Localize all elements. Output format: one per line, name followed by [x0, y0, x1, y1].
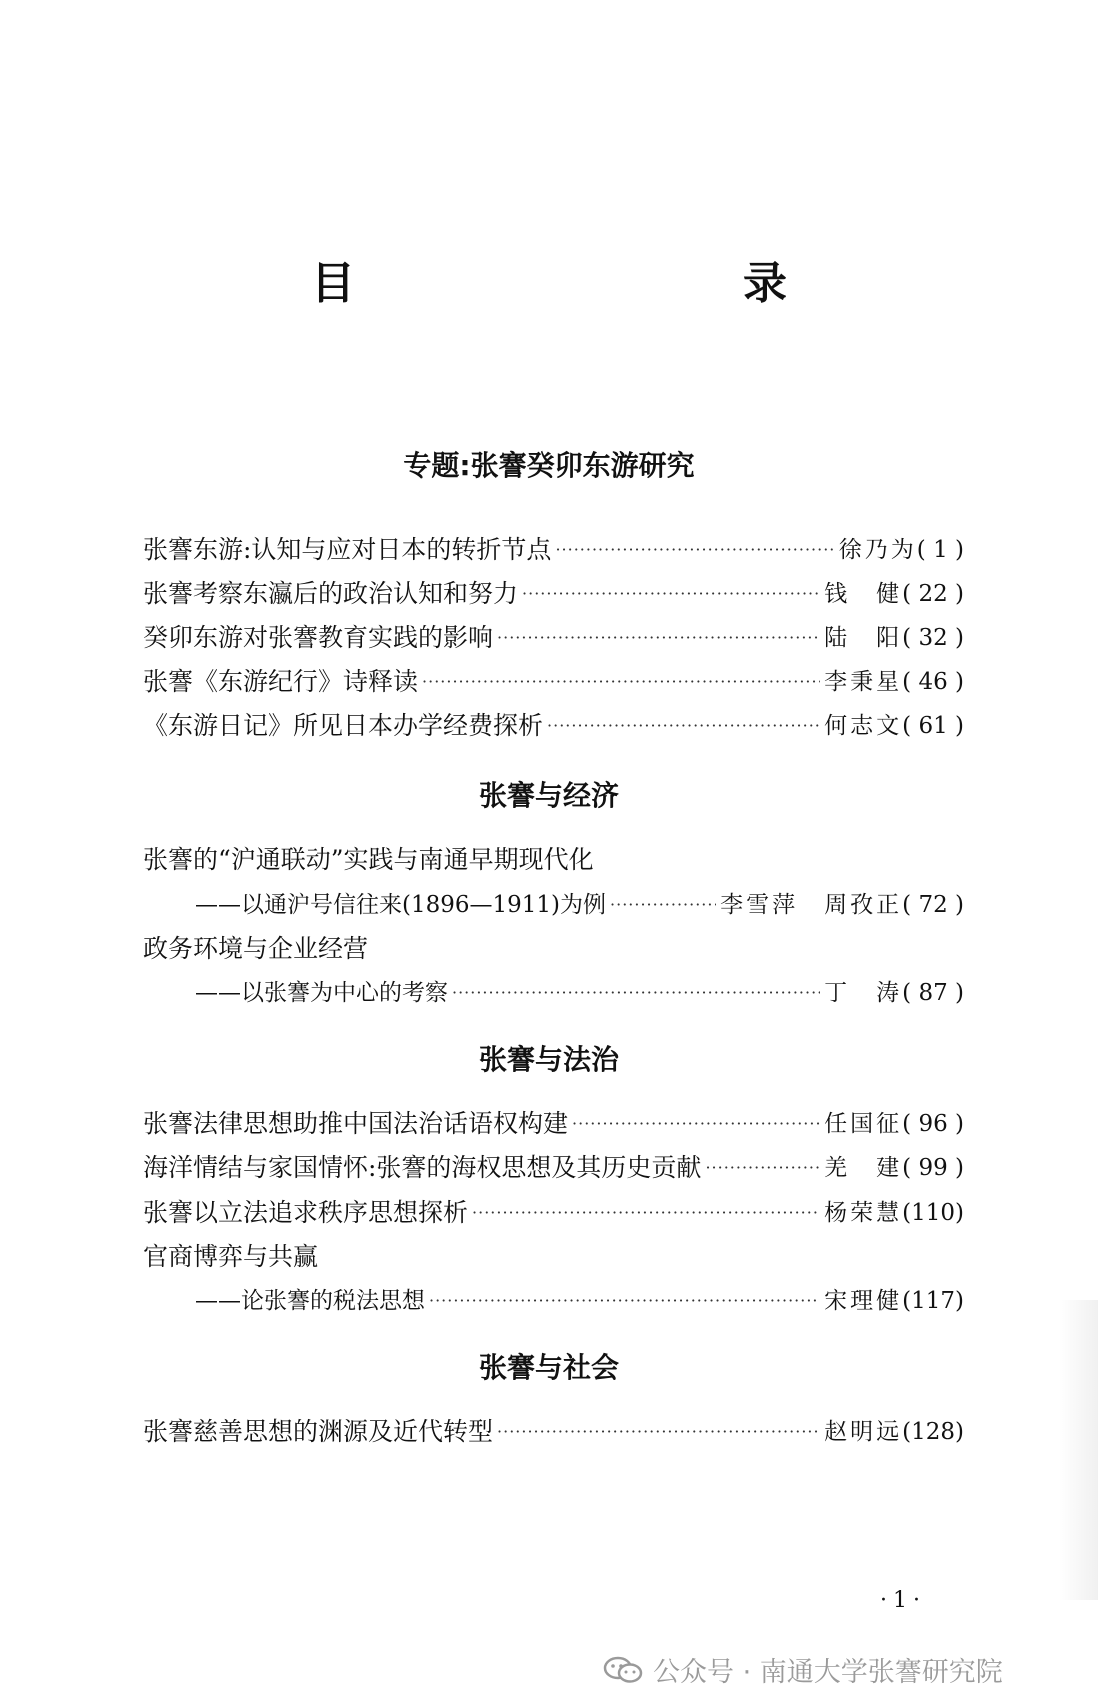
- toc-entry-author: 丁 涛: [824, 980, 903, 1006]
- toc-entry-page: (110): [902, 1200, 964, 1226]
- toc-entry-title: 张謇以立法追求秩序思想探析: [143, 1198, 469, 1227]
- toc-entry-title[interactable]: 官商博弈与共赢: [143, 1242, 319, 1271]
- toc-entry-author: 陆 阳: [824, 625, 903, 651]
- dot-leader: [497, 618, 820, 658]
- toc-entry-page: ( 32 ): [902, 625, 964, 651]
- toc-entry-title: 张謇考察东瀛后的政治认知和努力: [143, 579, 519, 608]
- toc-entry-title: 《东游日记》所见日本办学经费探析: [143, 711, 544, 740]
- toc-entry-page: ( 22 ): [902, 581, 964, 607]
- toc-entry[interactable]: [143, 662, 964, 702]
- toc-entry[interactable]: [143, 1104, 964, 1144]
- dot-leader: [555, 530, 834, 570]
- toc-entry[interactable]: [195, 885, 964, 925]
- toc-entry-author: 宋理健: [824, 1288, 903, 1314]
- toc-entry-author: 李雪萍 周孜正: [720, 892, 903, 918]
- dot-leader: [610, 885, 716, 925]
- toc-entry-author: 钱 健: [824, 581, 903, 607]
- toc-entry-title: 张謇《东游纪行》诗释读: [143, 667, 419, 696]
- toc-entry-subtitle: ——以张謇为中心的考察: [195, 980, 448, 1006]
- section-title: 张謇与经济: [478, 779, 619, 812]
- toc-entry-author: 何志文: [824, 713, 903, 739]
- toc-entry-subtitle: ——以通沪号信往来(1896—1911)为例: [195, 892, 607, 918]
- toc-entry-author: 羌 建: [824, 1155, 903, 1181]
- toc-entry-title: 张謇慈善思想的渊源及近代转型: [143, 1417, 494, 1446]
- toc-entry[interactable]: [195, 973, 964, 1013]
- dot-leader: [497, 1412, 820, 1452]
- toc-entry-title: 癸卯东游对张謇教育实践的影响: [143, 623, 494, 652]
- dot-leader: [572, 1104, 820, 1144]
- toc-entry-author: 李秉星: [824, 669, 903, 695]
- dot-leader: [452, 973, 820, 1013]
- dot-leader: [429, 1281, 820, 1321]
- toc-entry[interactable]: [195, 1281, 964, 1321]
- toc-entry-author: 徐乃为: [838, 537, 917, 563]
- toc-entry-page: ( 99 ): [902, 1155, 964, 1181]
- toc-entry-title: 海洋情结与家国情怀:张謇的海权思想及其历史贡献: [143, 1153, 702, 1182]
- toc-entry-title[interactable]: 政务环境与企业经营: [143, 934, 369, 963]
- toc-entry-page: ( 46 ): [902, 669, 964, 695]
- toc-entry-author: 杨荣慧: [824, 1200, 903, 1226]
- section-title: 专题:张謇癸卯东游研究: [403, 449, 695, 482]
- toc-entry[interactable]: [143, 574, 964, 614]
- dot-leader: [522, 574, 820, 614]
- wechat-icon: [603, 1655, 643, 1685]
- dot-leader: [422, 662, 820, 702]
- toc-entry[interactable]: [143, 1148, 964, 1188]
- dot-leader: [472, 1193, 820, 1233]
- toc-entry-page: ( 87 ): [902, 980, 964, 1006]
- section-title: 张謇与法治: [478, 1043, 619, 1076]
- watermark-text: 公众号 · 南通大学张謇研究院: [653, 1657, 1003, 1688]
- toc-entry-title: 张謇法律思想助推中国法治话语权构建: [143, 1109, 569, 1138]
- toc-entry-author: 任国征: [824, 1111, 903, 1137]
- toc-entry-page: ( 61 ): [902, 713, 964, 739]
- toc-entry-page: (117): [902, 1288, 964, 1314]
- dot-leader: [705, 1148, 820, 1188]
- toc-entry[interactable]: [143, 1193, 964, 1233]
- toc-entry[interactable]: [143, 530, 964, 570]
- toc-entry[interactable]: [143, 1412, 964, 1452]
- toc-entry[interactable]: [143, 618, 964, 658]
- section-title: 张謇与社会: [478, 1351, 619, 1384]
- dot-leader: [547, 706, 820, 746]
- toc-entry[interactable]: [143, 706, 964, 746]
- toc-entry-page: (128): [902, 1419, 964, 1445]
- toc-entry-title[interactable]: 张謇的“沪通联动”实践与南通早期现代化: [143, 845, 594, 874]
- page-title: 目 录: [311, 258, 887, 309]
- toc-entry-page: ( 1 ): [916, 537, 964, 563]
- page-number: ·1·: [880, 1588, 926, 1613]
- page-edge-shadow: [1058, 1300, 1098, 1600]
- toc-entry-author: 赵明远: [824, 1419, 903, 1445]
- toc-entry-title: 张謇东游:认知与应对日本的转折节点: [143, 535, 552, 564]
- watermark: [603, 1650, 1003, 1689]
- toc-entry-page: ( 72 ): [902, 892, 964, 918]
- toc-entry-page: ( 96 ): [902, 1111, 964, 1137]
- toc-entry-subtitle: ——论张謇的税法思想: [195, 1288, 425, 1314]
